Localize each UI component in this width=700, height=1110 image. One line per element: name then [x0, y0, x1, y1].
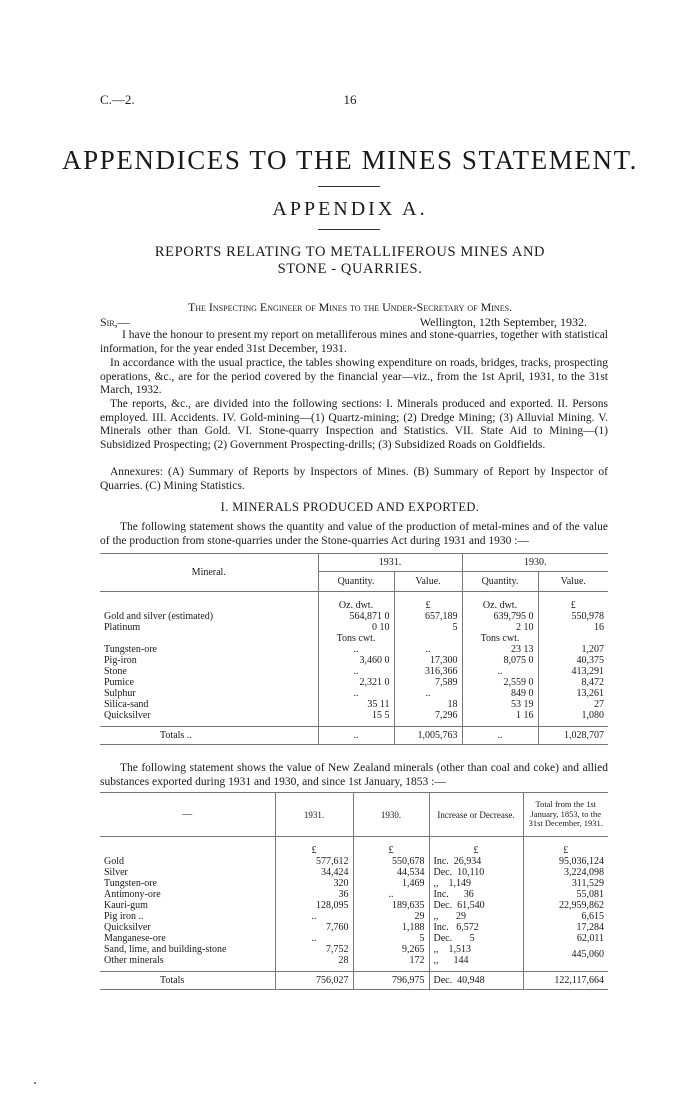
- cell: ..: [318, 727, 394, 745]
- cell: 3,224,098: [523, 867, 608, 878]
- cell: 1,207: [538, 644, 608, 655]
- cell: 95,036,124: [523, 856, 608, 867]
- divider: [318, 229, 380, 230]
- cell: 13,261: [538, 688, 608, 699]
- cell: 5: [353, 933, 429, 944]
- cell: Inc. 6,572: [429, 922, 523, 933]
- unit-label: Tons cwt.: [462, 633, 538, 644]
- cell: ..: [318, 666, 394, 677]
- row-label: Antimony-ore: [104, 888, 161, 900]
- table-row: [100, 710, 608, 721]
- cell: Inc. 36: [429, 889, 523, 900]
- table-row: [100, 666, 608, 677]
- column-header-year: 1931.: [318, 554, 462, 572]
- table2-intro: The following statement shows the value of New Zealand minerals (other than coal and coke) and allied substances exported during 1931 and 1930, and since 1st January, 1853 :—: [100, 762, 608, 788]
- cell: 1,080: [538, 710, 608, 721]
- table-row: [100, 867, 608, 878]
- cell: 1 16: [462, 710, 538, 721]
- exports-table: [100, 792, 608, 990]
- table-row: [100, 900, 608, 911]
- appendix-title: APPENDIX A.: [272, 198, 428, 220]
- page-number: 16: [343, 92, 357, 107]
- cell: 1,469: [353, 878, 429, 889]
- row-label: Tungsten-ore: [104, 877, 157, 889]
- row-label: Gold and silver (estimated): [104, 610, 214, 622]
- cell: ..: [394, 688, 462, 699]
- cell: 639,795 0: [462, 611, 538, 622]
- column-header-change: Increase or Decrease.: [429, 793, 523, 837]
- table-row: [100, 655, 608, 666]
- cell: 0 10: [318, 622, 394, 633]
- cell: 27: [538, 699, 608, 710]
- cell: 320: [275, 878, 353, 889]
- table1-intro: The following statement shows the quantity and value of the production of metal-mines and of the value of the production from stone-quarries under the Stone-quarries Act during 1931 and 1930 :—: [100, 521, 608, 547]
- table-row: [100, 611, 608, 622]
- column-header-total: Total from the 1st January, 1853, to the 31st December, 1931.: [523, 793, 608, 837]
- cell: Dec. 40,948: [429, 972, 523, 990]
- cell: 8,472: [538, 677, 608, 688]
- letter-date: Wellington, 12th September, 1932.: [419, 315, 587, 329]
- row-label: Kauri-gum: [104, 899, 148, 911]
- cell: 18: [394, 699, 462, 710]
- cell: ,, 144: [429, 955, 523, 966]
- column-header-value: Value.: [394, 572, 462, 592]
- cell: 311,529: [523, 878, 608, 889]
- paragraph: I have the honour to present my report on metalliferous mines and stone-quarries, together with statistical information, for the year ended 31st December, 1931.: [100, 329, 608, 355]
- cell: 849 0: [462, 688, 538, 699]
- cell: 128,095: [275, 900, 353, 911]
- cell: 172: [353, 955, 429, 966]
- table-row: [100, 644, 608, 655]
- unit-label: £: [538, 600, 608, 611]
- unit-label: £: [429, 845, 523, 856]
- cell: 15 5: [318, 710, 394, 721]
- cell: 756,027: [275, 972, 353, 990]
- cell: ..: [318, 644, 394, 655]
- paragraph: In accordance with the usual practice, the tables showing expenditure on roads, bridges, tracks, prospecting operations, &c., are for the period covered by the financial year—viz., from the 1st April, 1931, to the 31st March, 1932.: [100, 357, 608, 397]
- cell: 7,296: [394, 710, 462, 721]
- cell: Dec. 5: [429, 933, 523, 944]
- cell: 7,760: [275, 922, 353, 933]
- row-label: Stone: [104, 665, 127, 677]
- row-label: Quicksilver: [104, 921, 151, 933]
- unit-label: £: [275, 845, 353, 856]
- cell: 55,081: [523, 889, 608, 900]
- row-label: Pumice: [104, 676, 134, 688]
- unit-label: Oz. dwt.: [462, 600, 538, 611]
- row-label: Pig-iron: [104, 654, 137, 666]
- cell: 445,060: [523, 944, 608, 966]
- cell: Dec. 61,540: [429, 900, 523, 911]
- cell: 35 11: [318, 699, 394, 710]
- reports-heading-line-2: STONE - QUARRIES.: [277, 261, 423, 277]
- page-header: [100, 92, 600, 108]
- row-label: Manganese-ore: [104, 932, 166, 944]
- cell: 6,615: [523, 911, 608, 922]
- cell: 28: [275, 955, 353, 966]
- cell: Dec. 10,110: [429, 867, 523, 878]
- unit-label: Tons cwt.: [318, 633, 394, 644]
- cell: 189,635: [353, 900, 429, 911]
- table-row: [100, 922, 608, 933]
- row-label: Sulphur: [104, 687, 136, 699]
- table-row: [100, 677, 608, 688]
- cell: 2,321 0: [318, 677, 394, 688]
- totals-row: [100, 727, 608, 745]
- letter-salutation: Sir,—: [100, 315, 130, 329]
- totals-label: Totals ..: [160, 730, 192, 741]
- cell: 7,752: [275, 944, 353, 955]
- divider: [318, 186, 380, 187]
- reports-heading: [130, 244, 570, 278]
- cell: 2 10: [462, 622, 538, 633]
- table-row: [100, 933, 608, 944]
- column-header-1931: 1931.: [275, 793, 353, 837]
- letter-address: The Inspecting Engineer of Mines to the Under-Secretary of Mines.: [187, 300, 513, 314]
- cell: 3,460 0: [318, 655, 394, 666]
- page-title: APPENDICES TO THE MINES STATEMENT.: [61, 145, 639, 175]
- cell: 550,678: [353, 856, 429, 867]
- cell: 29: [353, 911, 429, 922]
- cell: 53 19: [462, 699, 538, 710]
- cell: 564,871 0: [318, 611, 394, 622]
- row-label: Silica-sand: [104, 698, 149, 710]
- totals-label: Totals: [160, 975, 185, 986]
- unit-label: £: [353, 845, 429, 856]
- cell: 577,612: [275, 856, 353, 867]
- cell: 36: [275, 889, 353, 900]
- cell: 44,534: [353, 867, 429, 878]
- row-label: Pig iron ..: [104, 910, 144, 922]
- cell: ..: [462, 666, 538, 677]
- totals-row: [100, 972, 608, 990]
- row-label: Platinum: [104, 621, 141, 633]
- cell: ..: [353, 889, 429, 900]
- table-row: [100, 699, 608, 710]
- cell: ..: [462, 727, 538, 745]
- unit-label: £: [394, 600, 462, 611]
- row-label: Silver: [104, 866, 128, 878]
- unit-label: £: [523, 845, 608, 856]
- cell: 1,028,707: [538, 727, 608, 745]
- production-table: [100, 553, 608, 745]
- column-header-quantity: Quantity.: [462, 572, 538, 592]
- table-row: [100, 878, 608, 889]
- cell: 40,375: [538, 655, 608, 666]
- column-header-1930: 1930.: [353, 793, 429, 837]
- scan-speck: [34, 1082, 36, 1084]
- paragraph: The reports, &c., are divided into the following sections: I. Minerals produced and exported. II. Persons employed. III. Accidents. IV. Gold-mining—(1) Quartz-mining; (2) Dredge Mining; (3) Alluvial Mining. V. Minerals other than Gold. VI. Stone-quarry Inspection and Statistics. VII. State Aid to Mining—(1) Subsidized Prospecting; (2) Government Prospecting-drills; (3) Subsidized Roads on Goldfields.: [100, 398, 608, 451]
- cell: 62,011: [523, 933, 608, 944]
- cell: Inc. 26,934: [429, 856, 523, 867]
- cell: 17,284: [523, 922, 608, 933]
- cell: ,, 29: [429, 911, 523, 922]
- paragraph: Annexures: (A) Summary of Reports by Inspectors of Mines. (B) Summary of Report by Inspector of Quarries. (C) Mining Statistics.: [100, 466, 608, 492]
- row-label: Sand, lime, and building-stone: [104, 943, 227, 955]
- cell: 122,117,664: [523, 972, 608, 990]
- cell: ..: [275, 911, 353, 922]
- cell: 9,265: [353, 944, 429, 955]
- column-header-blank: —: [182, 809, 193, 820]
- row-label: Tungsten-ore: [104, 643, 157, 655]
- cell: ..: [318, 688, 394, 699]
- table-row: [100, 889, 608, 900]
- section-heading: I. MINERALS PRODUCED AND EXPORTED.: [220, 500, 480, 514]
- cell: 5: [394, 622, 462, 633]
- row-label: Gold: [104, 855, 124, 867]
- table-row: [100, 944, 608, 955]
- row-label: Quicksilver: [104, 709, 151, 721]
- cell: 23 13: [462, 644, 538, 655]
- cell: 17,300: [394, 655, 462, 666]
- cell: 1,005,763: [394, 727, 462, 745]
- column-header-quantity: Quantity.: [318, 572, 394, 592]
- unit-label: Oz. dwt.: [318, 600, 394, 611]
- row-label: Other minerals: [104, 954, 164, 966]
- table-row: [100, 911, 608, 922]
- cell: 316,366: [394, 666, 462, 677]
- table-row: [100, 856, 608, 867]
- cell: 16: [538, 622, 608, 633]
- cell: 1,188: [353, 922, 429, 933]
- cell: 22,959,862: [523, 900, 608, 911]
- cell: 413,291: [538, 666, 608, 677]
- cell: 7,589: [394, 677, 462, 688]
- cell: 550,978: [538, 611, 608, 622]
- document-reference: C.—2.: [100, 92, 135, 107]
- column-header-mineral: Mineral.: [191, 567, 226, 578]
- cell: 796,975: [353, 972, 429, 990]
- cell: ,, 1,513: [429, 944, 523, 955]
- cell: ,, 1,149: [429, 878, 523, 889]
- table-row: [100, 688, 608, 699]
- reports-heading-line-1: REPORTS RELATING TO METALLIFEROUS MINES AND: [154, 244, 546, 260]
- column-header-year: 1930.: [462, 554, 608, 572]
- column-header-value: Value.: [538, 572, 608, 592]
- cell: ..: [394, 644, 462, 655]
- cell: 34,424: [275, 867, 353, 878]
- table-row: [100, 622, 608, 633]
- cell: ..: [275, 933, 353, 944]
- cell: 657,189: [394, 611, 462, 622]
- cell: 2,559 0: [462, 677, 538, 688]
- cell: 8,075 0: [462, 655, 538, 666]
